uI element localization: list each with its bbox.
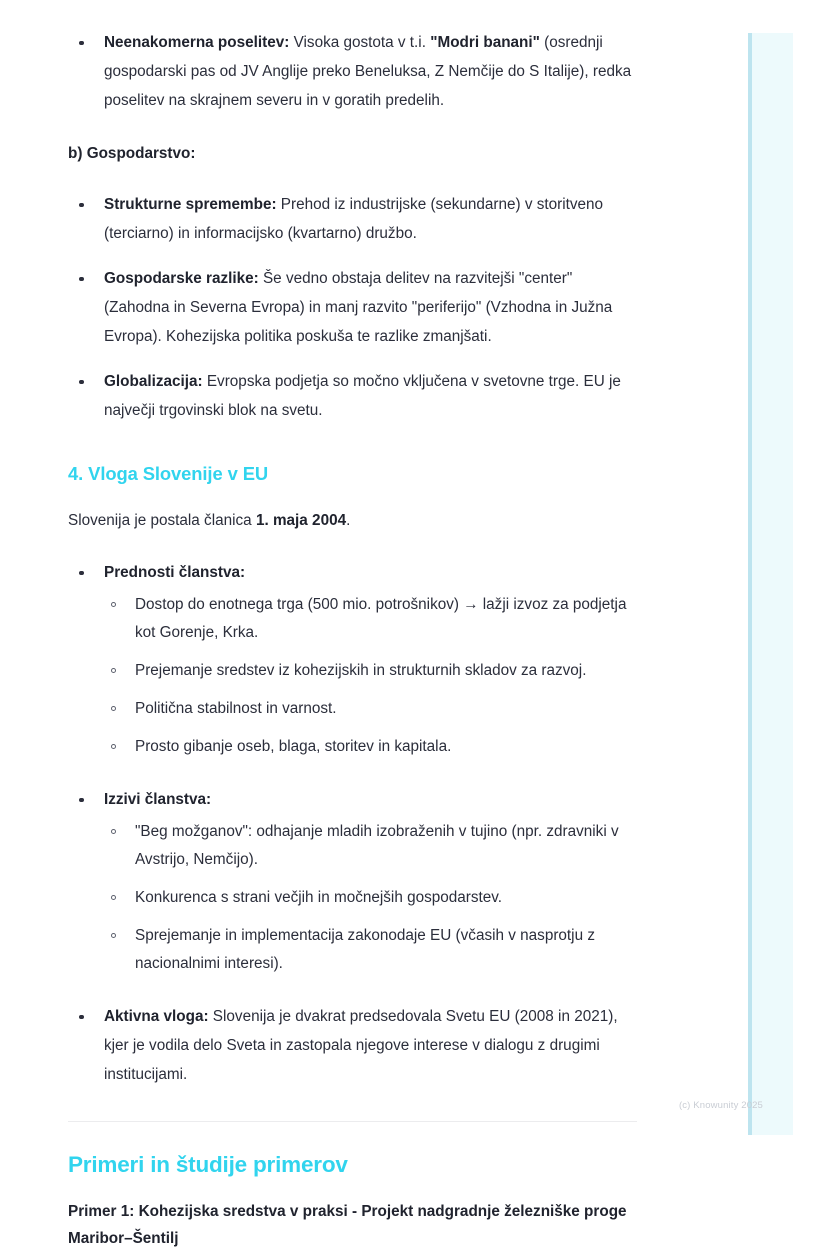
spacer <box>68 1122 637 1150</box>
membership-text-part-2: . <box>346 512 351 529</box>
spacer <box>68 980 637 1002</box>
advantages-bullet-list <box>68 558 637 761</box>
spacer <box>68 427 637 461</box>
bullet-text-part-1: Visoka gostota v t.i. <box>289 34 431 51</box>
advantages-label: Prednosti članstva: <box>104 564 246 581</box>
bullet-text-part-2: (osrednji gospodarski pas od JV Anglije preko Beneluksa, Z Nemčije do S Italije), redka poselitev na skrajnem severu in v goratih predelih. <box>104 34 632 109</box>
list-item <box>79 367 637 425</box>
list-item <box>79 558 637 761</box>
challenges-sublist <box>104 818 637 978</box>
bullet-text: Slovenija je dvakrat predsedovala Svetu EU (2008 in 2021), kjer je vodila delo Sveta in zastopala njegove interese v dialogu z drugimi institucijami. <box>104 1008 618 1083</box>
list-item: Prosto gibanje oseb, blaga, storitev in kapitala. <box>111 733 637 761</box>
list-item: Konkurenca s strani večjih in močnejših gospodarstev. <box>111 884 637 912</box>
section-heading-4: 4. Vloga Slovenije v EU <box>68 463 269 484</box>
membership-text-part-1: Slovenija je postala članica <box>68 512 256 529</box>
spacer <box>68 1180 637 1198</box>
membership-paragraph <box>68 507 637 534</box>
heading-b-gospodarstvo: b) Gospodarstvo: <box>68 145 196 162</box>
list-item <box>79 190 637 248</box>
list-item: "Beg možganov": odhajanje mladih izobraženih v tujino (npr. zdravniki v Avstrijo, Nemčijo). <box>111 818 637 874</box>
spacer <box>68 168 637 190</box>
list-item: Politična stabilnost in varnost. <box>111 695 637 723</box>
settlement-bullet-list <box>68 28 637 115</box>
challenges-bullet-list <box>68 785 637 978</box>
spacer <box>68 534 637 558</box>
bullet-quote-emphasis: "Modri banani" <box>430 34 540 51</box>
advantages-sublist <box>104 591 637 761</box>
bullet-label: Strukturne spremembe: <box>104 196 277 213</box>
list-item <box>79 264 637 351</box>
spacer <box>68 117 637 139</box>
spacer <box>68 487 637 507</box>
active-role-bullet-list <box>68 1002 637 1089</box>
list-item: Prejemanje sredstev iz kohezijskih in strukturnih skladov za razvoj. <box>111 657 637 685</box>
bullet-label: Gospodarske razlike: <box>104 270 259 287</box>
example-1-title: Primer 1: Kohezijska sredstva v praksi - Projekt nadgradnje železniške proge Maribor–Šentilj <box>68 1203 627 1247</box>
footer-copyright: (c) Knowunity 2025 <box>678 1100 763 1111</box>
bullet-text: Še vedno obstaja delitev na razvitejši "center" (Zahodna in Severna Evropa) in manj razvito "periferijo" (Vzhodna in Južna Evropa). Kohezijska politika poskuša te razlike zmanjšati. <box>104 270 613 345</box>
economy-bullet-list <box>68 190 637 425</box>
list-item <box>79 1002 637 1089</box>
examples-heading: Primeri in študije primerov <box>68 1152 348 1177</box>
right-edge-accent-strip <box>748 33 793 1135</box>
bullet-label: Neenakomerna poselitev: <box>104 34 290 51</box>
bullet-text: Evropska podjetja so močno vključena v svetovne trge. EU je največji trgovinski blok na svetu. <box>104 373 621 419</box>
challenges-label: Izzivi članstva: <box>104 791 212 808</box>
list-item: Sprejemanje in implementacija zakonodaje EU (včasih v nasprotju z nacionalnimi interesi). <box>111 922 637 978</box>
membership-date: 1. maja 2004 <box>255 512 347 529</box>
bullet-label: Aktivna vloga: <box>104 1008 209 1025</box>
bullet-text: Prehod iz industrijske (sekundarne) v storitveno (terciarno) in informacijsko (kvartarno) družbo. <box>104 196 604 242</box>
bullet-label: Globalizacija: <box>104 373 203 390</box>
list-item <box>79 785 637 978</box>
list-item <box>79 28 637 115</box>
spacer <box>68 763 637 785</box>
list-item: Dostop do enotnega trga (500 mio. potrošnikov) → lažji izvoz za podjetja kot Gorenje, Krka. <box>111 591 637 647</box>
